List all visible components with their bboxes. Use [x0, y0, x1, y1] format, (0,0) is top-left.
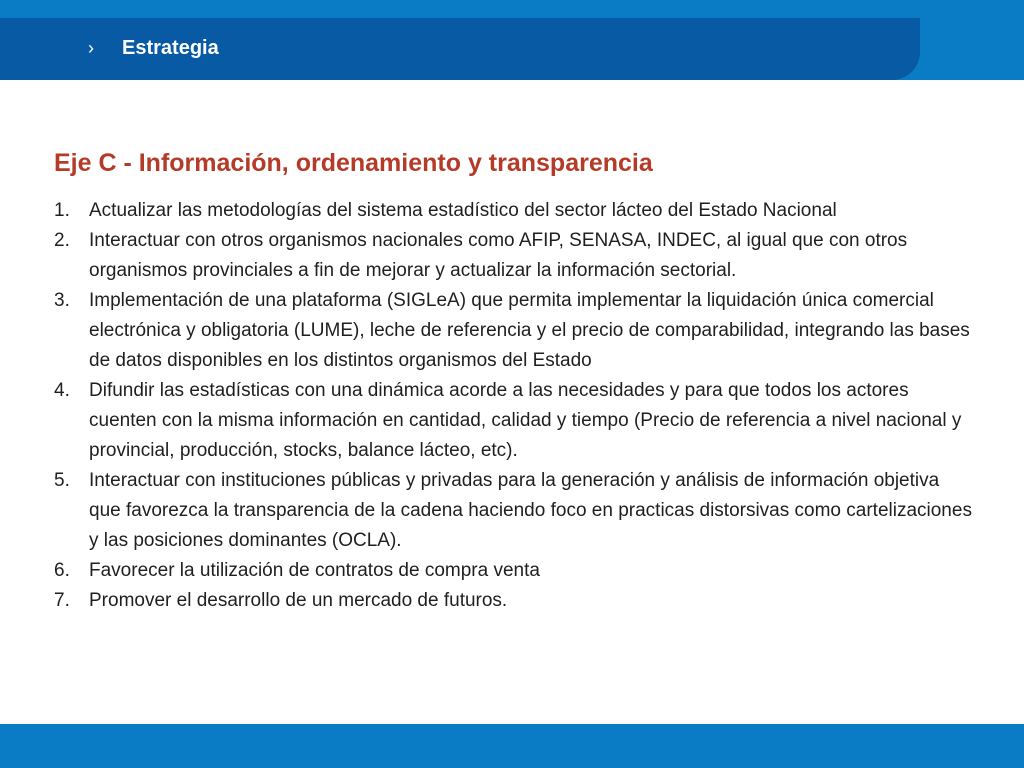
- list-item: [54, 556, 974, 586]
- list-item: [54, 196, 974, 226]
- slide-title: Eje C - Información, ordenamiento y transparencia: [54, 149, 653, 177]
- item-number: 5.: [54, 470, 70, 491]
- item-number: 6.: [54, 560, 70, 581]
- item-text: Interactuar con otros organismos nacionales como AFIP, SENASA, INDEC, al igual que con otros organismos provinciales a fin de mejorar y actualizar la información sectorial.: [89, 230, 908, 281]
- list-item: [54, 376, 974, 466]
- item-text: Implementación de una plataforma (SIGLeA) que permita implementar la liquidación única comercial electrónica y obligatoria (LUME), leche de referencia y el precio de comparabilidad, integrando las bases de datos disponibles en los distintos organismos del Estado: [89, 290, 970, 371]
- item-number: 3.: [54, 290, 70, 311]
- item-text: Actualizar las metodologías del sistema estadístico del sector lácteo del Estado Nacional: [89, 200, 837, 221]
- strategy-list: [54, 196, 974, 616]
- list-item: [54, 286, 974, 376]
- item-number: 7.: [54, 590, 70, 611]
- section-title: Estrategia: [122, 37, 219, 59]
- list-item: [54, 466, 974, 556]
- chevron-right-icon: ›: [88, 38, 94, 58]
- item-text: Interactuar con instituciones públicas y privadas para la generación y análisis de información objetiva que favorezca la transparencia de la cadena haciendo foco en practicas distorsivas como cartelizaciones y las posiciones dominantes (OCLA).: [89, 470, 972, 551]
- item-number: 4.: [54, 380, 70, 401]
- item-number: 2.: [54, 230, 70, 251]
- item-text: Promover el desarrollo de un mercado de futuros.: [89, 590, 508, 611]
- header-divider: [0, 80, 1024, 81]
- list-item: [54, 586, 974, 616]
- item-text: Difundir las estadísticas con una dinámica acorde a las necesidades y para que todos los actores cuenten con la misma información en cantidad, calidad y tiempo (Precio de referencia a nivel nacional y provincial, producción, stocks, balance lácteo, etc).: [89, 380, 962, 461]
- list-item: [54, 226, 974, 286]
- item-number: 1.: [54, 200, 70, 221]
- footer-band: [0, 724, 1024, 768]
- item-text: Favorecer la utilización de contratos de compra venta: [89, 560, 540, 581]
